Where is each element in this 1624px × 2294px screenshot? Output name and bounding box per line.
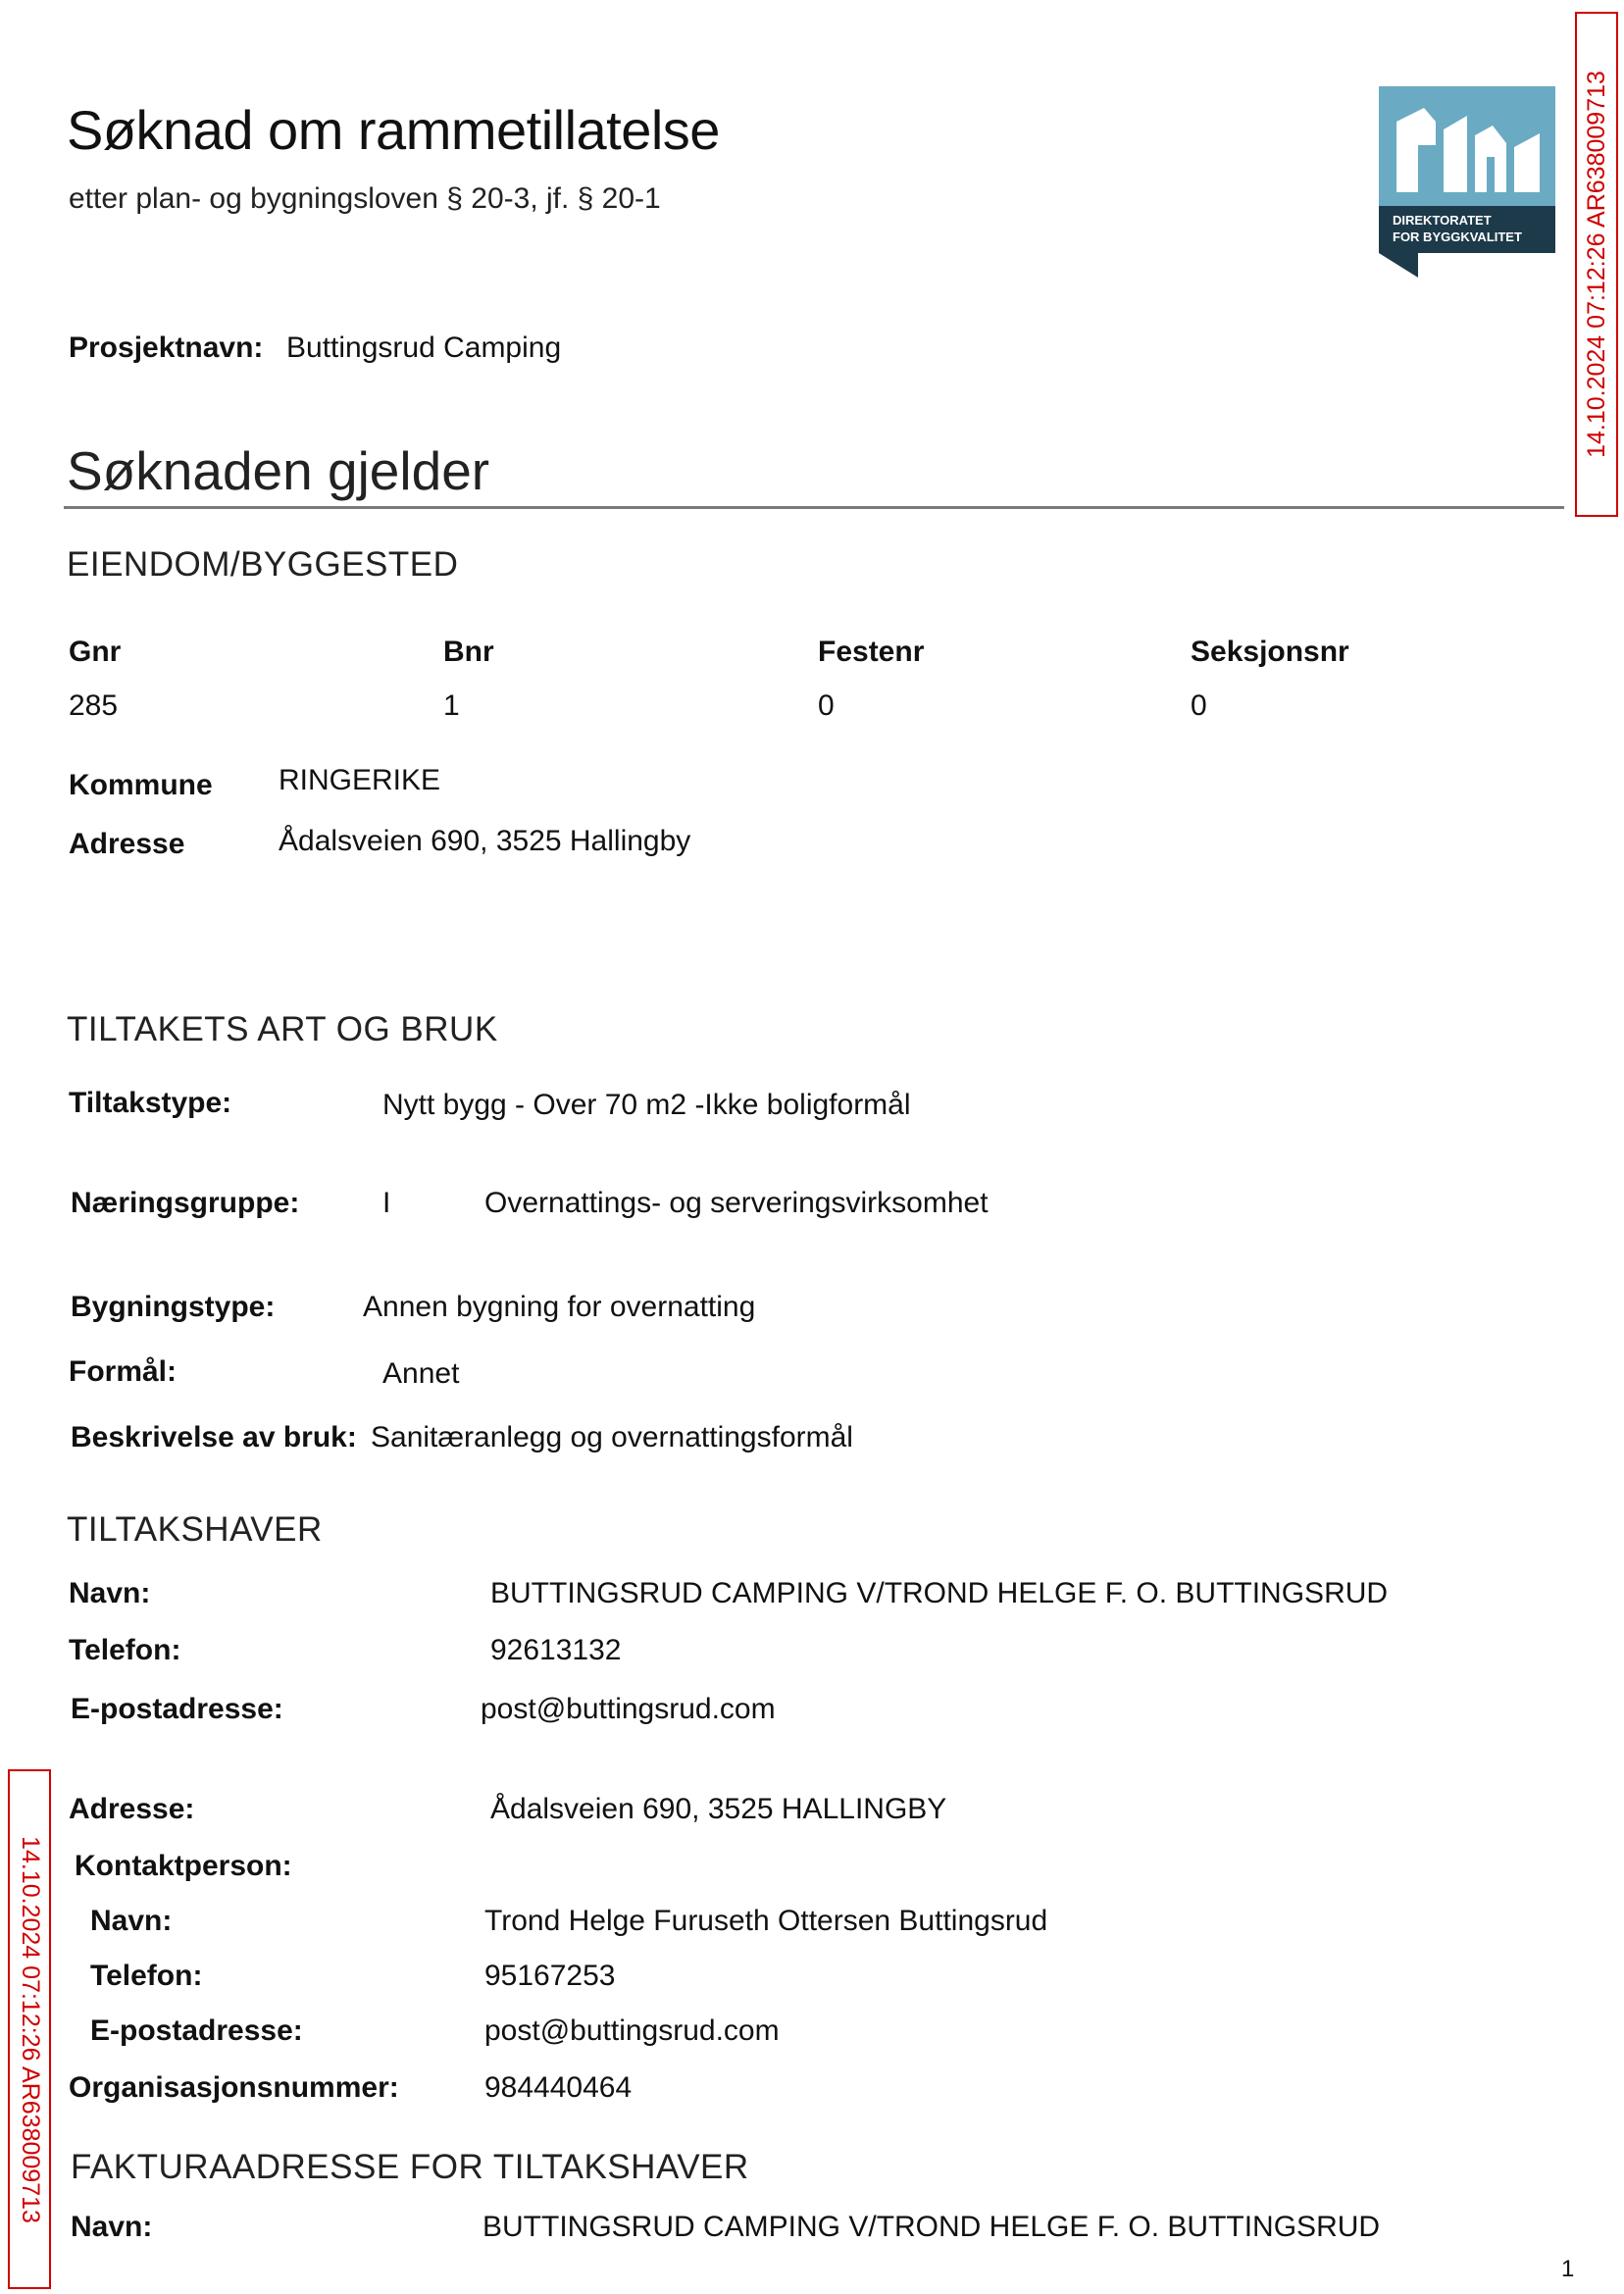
tiltakshaver-epost-value: post@buttingsrud.com [481, 1693, 776, 1725]
tiltakshaver-navn-label: Navn: [69, 1577, 151, 1609]
seksjonsnr-value: 0 [1191, 689, 1207, 722]
tiltakshaver-adresse-value: Ådalsveien 690, 3525 HALLINGBY [490, 1793, 947, 1825]
property-heading: EIENDOM/BYGGESTED [67, 545, 459, 584]
orgnr-value: 984440464 [484, 2071, 633, 2104]
logo-text-line2: FOR BYGGKVALITET [1393, 229, 1522, 244]
tiltakstype-value: Nytt bygg - Over 70 m2 -Ikke boligformål [382, 1089, 911, 1121]
tiltakshaver-navn-value: BUTTINGSRUD CAMPING V/TROND HELGE F. O. BUTTINGSRUD [490, 1577, 1389, 1609]
gnr-value: 285 [69, 689, 119, 722]
bnr-label: Bnr [443, 636, 494, 668]
festenr-label: Festenr [818, 636, 925, 668]
adresse-label: Adresse [69, 828, 185, 860]
formal-label: Formål: [69, 1355, 178, 1388]
tiltak-heading: TILTAKETS ART OG BRUK [67, 1010, 498, 1048]
tiltakshaver-heading: TILTAKSHAVER [67, 1510, 323, 1549]
tiltakshaver-telefon-value: 92613132 [490, 1634, 622, 1666]
kontakt-navn-value: Trond Helge Furuseth Ottersen Buttingsrud [484, 1905, 1048, 1937]
tiltakshaver-adresse-label: Adresse: [69, 1793, 195, 1825]
naeringsgruppe-value: Overnattings- og serveringsvirksomhet [484, 1187, 989, 1219]
logo-text-line1: DIREKTORATET [1393, 213, 1492, 228]
kommune-label: Kommune [69, 769, 213, 801]
beskrivelse-label: Beskrivelse av bruk: [71, 1421, 357, 1453]
formal-value: Annet [382, 1357, 460, 1390]
naeringsgruppe-label: Næringsgruppe: [71, 1187, 300, 1219]
project-value: Buttingsrud Camping [286, 331, 562, 364]
section-divider [64, 506, 1564, 509]
section-heading: Søknaden gjelder [67, 440, 490, 501]
dibk-logo [1379, 86, 1555, 278]
tiltakstype-label: Tiltakstype: [69, 1087, 232, 1119]
bygningstype-value: Annen bygning for overnatting [363, 1291, 756, 1323]
document-subtitle: etter plan- og bygningsloven § 20-3, jf. § 20-1 [69, 182, 661, 215]
orgnr-label: Organisasjonsnummer: [69, 2071, 399, 2104]
kontakt-epost-label: E-postadresse: [90, 2014, 303, 2047]
faktura-navn-value: BUTTINGSRUD CAMPING V/TROND HELGE F. O. BUTTINGSRUD [482, 2211, 1381, 2243]
seksjonsnr-label: Seksjonsnr [1191, 636, 1349, 668]
kontaktperson-label: Kontaktperson: [75, 1850, 292, 1882]
gnr-label: Gnr [69, 636, 122, 668]
kontakt-telefon-label: Telefon: [90, 1960, 203, 1992]
faktura-heading: FAKTURAADRESSE FOR TILTAKSHAVER [71, 2148, 749, 2186]
kontakt-telefon-value: 95167253 [484, 1960, 616, 1992]
archive-stamp-bottom [8, 1769, 51, 2289]
document-title: Søknad om rammetillatelse [67, 99, 720, 161]
bnr-value: 1 [443, 689, 460, 722]
kommune-value: RINGERIKE [279, 764, 441, 796]
festenr-value: 0 [818, 689, 835, 722]
kontakt-navn-label: Navn: [90, 1905, 173, 1937]
page-number: 1 [1561, 2256, 1575, 2282]
faktura-navn-label: Navn: [71, 2211, 153, 2243]
archive-stamp-top [1575, 12, 1618, 517]
tiltakshaver-telefon-label: Telefon: [69, 1634, 181, 1666]
archive-stamp-top-text: 14.10.2024 07:12:26 AR638009713 [1582, 71, 1610, 458]
project-label: Prosjektnavn: [69, 331, 264, 364]
tiltakshaver-epost-label: E-postadresse: [71, 1693, 283, 1725]
adresse-value: Ådalsveien 690, 3525 Hallingby [279, 825, 691, 857]
naeringsgruppe-code: I [382, 1187, 391, 1219]
dibk-logo-graphic [1379, 86, 1555, 278]
beskrivelse-value: Sanitæranlegg og overnattingsformål [371, 1421, 853, 1453]
kontakt-epost-value: post@buttingsrud.com [484, 2014, 780, 2047]
bygningstype-label: Bygningstype: [71, 1291, 276, 1323]
archive-stamp-bottom-text: 14.10.2024 07:12:26 AR638009713 [16, 1835, 44, 2223]
